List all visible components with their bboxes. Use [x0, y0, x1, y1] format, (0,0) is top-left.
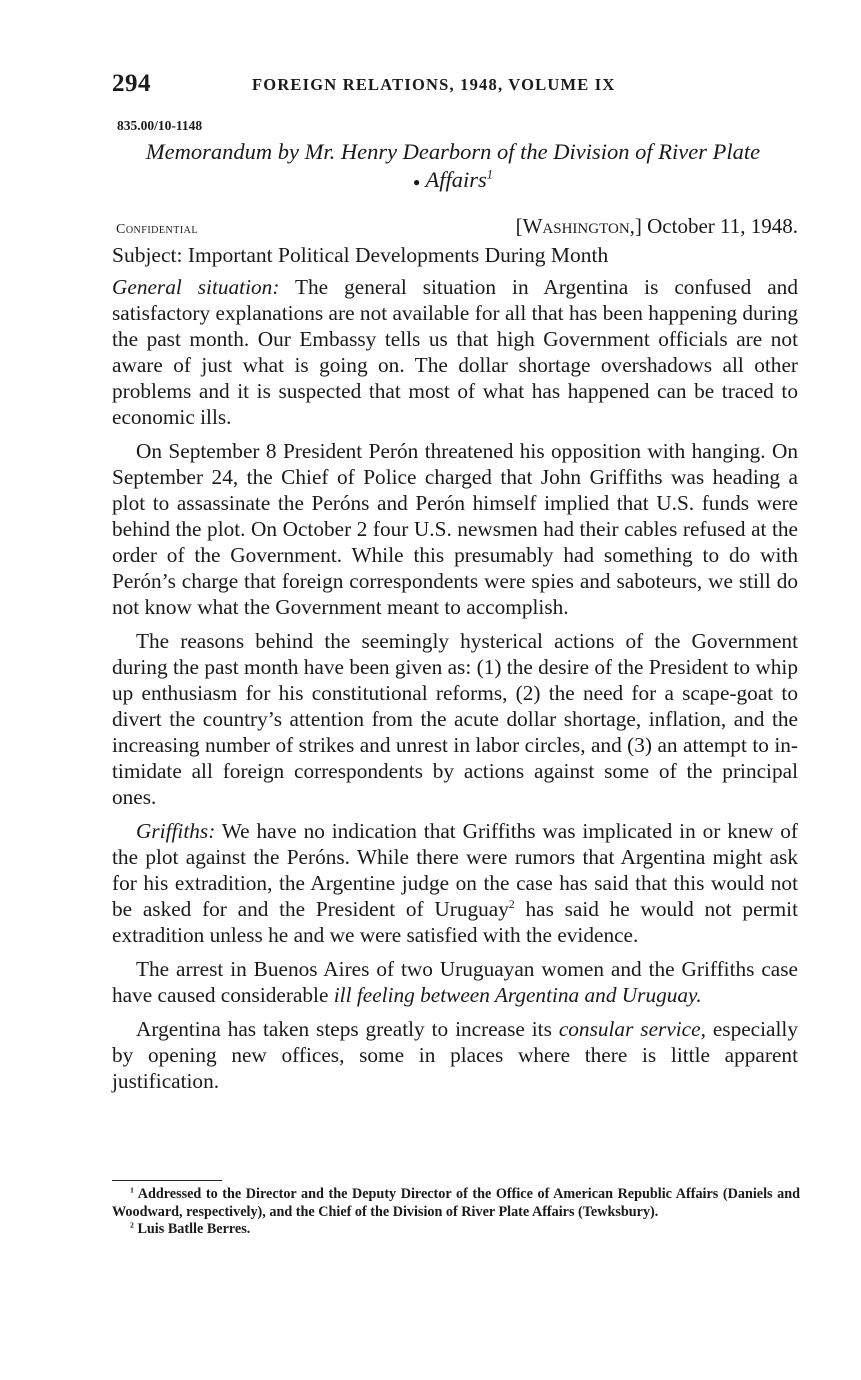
paragraph-emphasis: consular service,: [558, 1017, 706, 1041]
paragraph-text: Argentina has taken steps greatly to increase its: [136, 1017, 552, 1041]
file-number: 835.00/10-1148: [117, 118, 203, 133]
paragraph-text: The general situation in Argentina is confused and satisfactory explanations are not available for all that has been happening during the past month. Our Embassy tells us that high Government officials are not aware of just what is going on. The dollar shortage overshadows all other problems and it is suspected that most of what has happened can be traced to economic ills.: [112, 275, 798, 429]
paragraph-griffiths: [112, 818, 798, 948]
subject-label: Subject:: [112, 243, 183, 267]
dateline: [112, 214, 798, 242]
footnote-text: Addressed to the Director and the Deputy Director of the Office of American Republic Affairs (Daniels and Woodward, respectively), and the Chief of the Division of River Plate Affairs (Tewksbury).: [112, 1186, 801, 1220]
footnote-1: [112, 1186, 800, 1221]
footnote-divider: [112, 1180, 222, 1181]
paragraph-emphasis: ill feeling between Argentina and Uruguay.: [333, 983, 702, 1007]
title-line-1: Memorandum by Mr. Henry Dearborn of the Division of River Plate: [145, 139, 761, 164]
paragraph-reasons: The reasons behind the seemingly hysterical actions of the Government during the past month have been given as: (1) the desire of the President to whip up enthusiasm for his constitutional reforms, (2) the need for a scape-goat to divert the country’s attention from the acute dollar shortage, inflation, and the increasing number of strikes and unrest in labor circles, and (3) an attempt to intimidate all foreign correspondents by actions against some of the principal ones.: [112, 629, 798, 809]
place: [Washington,]: [515, 214, 642, 238]
footnotes: [112, 1186, 800, 1239]
document-title: [108, 138, 798, 196]
paragraph-text-cont: has said he would not permit extradition unless he and we were satisfied with the evidence.: [112, 897, 799, 947]
subject-text: Important Political Developments During Month: [187, 243, 609, 267]
paragraph-lead: General situation:: [112, 275, 280, 299]
date: October 11, 1948.: [647, 214, 798, 238]
footnote-mark: 2: [130, 1220, 134, 1230]
footnote-text: Luis Batlle Berres.: [137, 1221, 251, 1237]
footnote-ref-2[interactable]: 2: [508, 897, 515, 911]
page-header: [112, 70, 798, 100]
running-title: FOREIGN RELATIONS, 1948, VOLUME IX: [252, 75, 616, 94]
date-line: [516, 214, 798, 239]
paragraph-text: We have no indication that Griffiths was implicated in or knew of the plot against the Peróns. While there were rumors that Argentina might ask for his extradition, the Argentine judge on the case has said that this would not be asked for and the President of Uruguay: [112, 819, 798, 921]
page-number: 294: [112, 70, 151, 97]
bullet-mark-icon: ●: [413, 174, 421, 189]
paragraph-general-situation: [112, 274, 798, 430]
memo-body: [112, 274, 798, 1102]
classification-label: Confidential: [116, 222, 198, 237]
paragraph-consular-service: [112, 1016, 798, 1094]
subject-line: [112, 243, 608, 268]
paragraph-text-cont: especially by opening new offices, some in places where there is little apparent justification.: [112, 1017, 798, 1093]
title-footnote-ref[interactable]: 1: [486, 167, 493, 182]
paragraph-text: The arrest in Buenos Aires of two Uruguayan women and the Griffiths case have caused considerable: [112, 957, 798, 1007]
paragraph-peron-threats: On September 8 President Perón threatened his opposition with hanging. On September 24, the Chief of Police charged that John Griffiths was heading a plot to assassinate the Peróns and Perón himself implied that U.S. funds were behind the plot. On October 2 four U.S. newsmen had their cables refused at the order of the Government. While this presumably had something to do with Perón’s charge that foreign correspondents were spies and saboteurs, we still do not know what the Government meant to accomplish.: [112, 439, 798, 619]
title-line-2: Affairs: [425, 167, 487, 192]
footnote-2: [112, 1221, 800, 1239]
paragraph-uruguay: [112, 956, 798, 1008]
paragraph-lead: Griffiths:: [136, 819, 216, 843]
footnote-mark: 1: [130, 1185, 134, 1195]
